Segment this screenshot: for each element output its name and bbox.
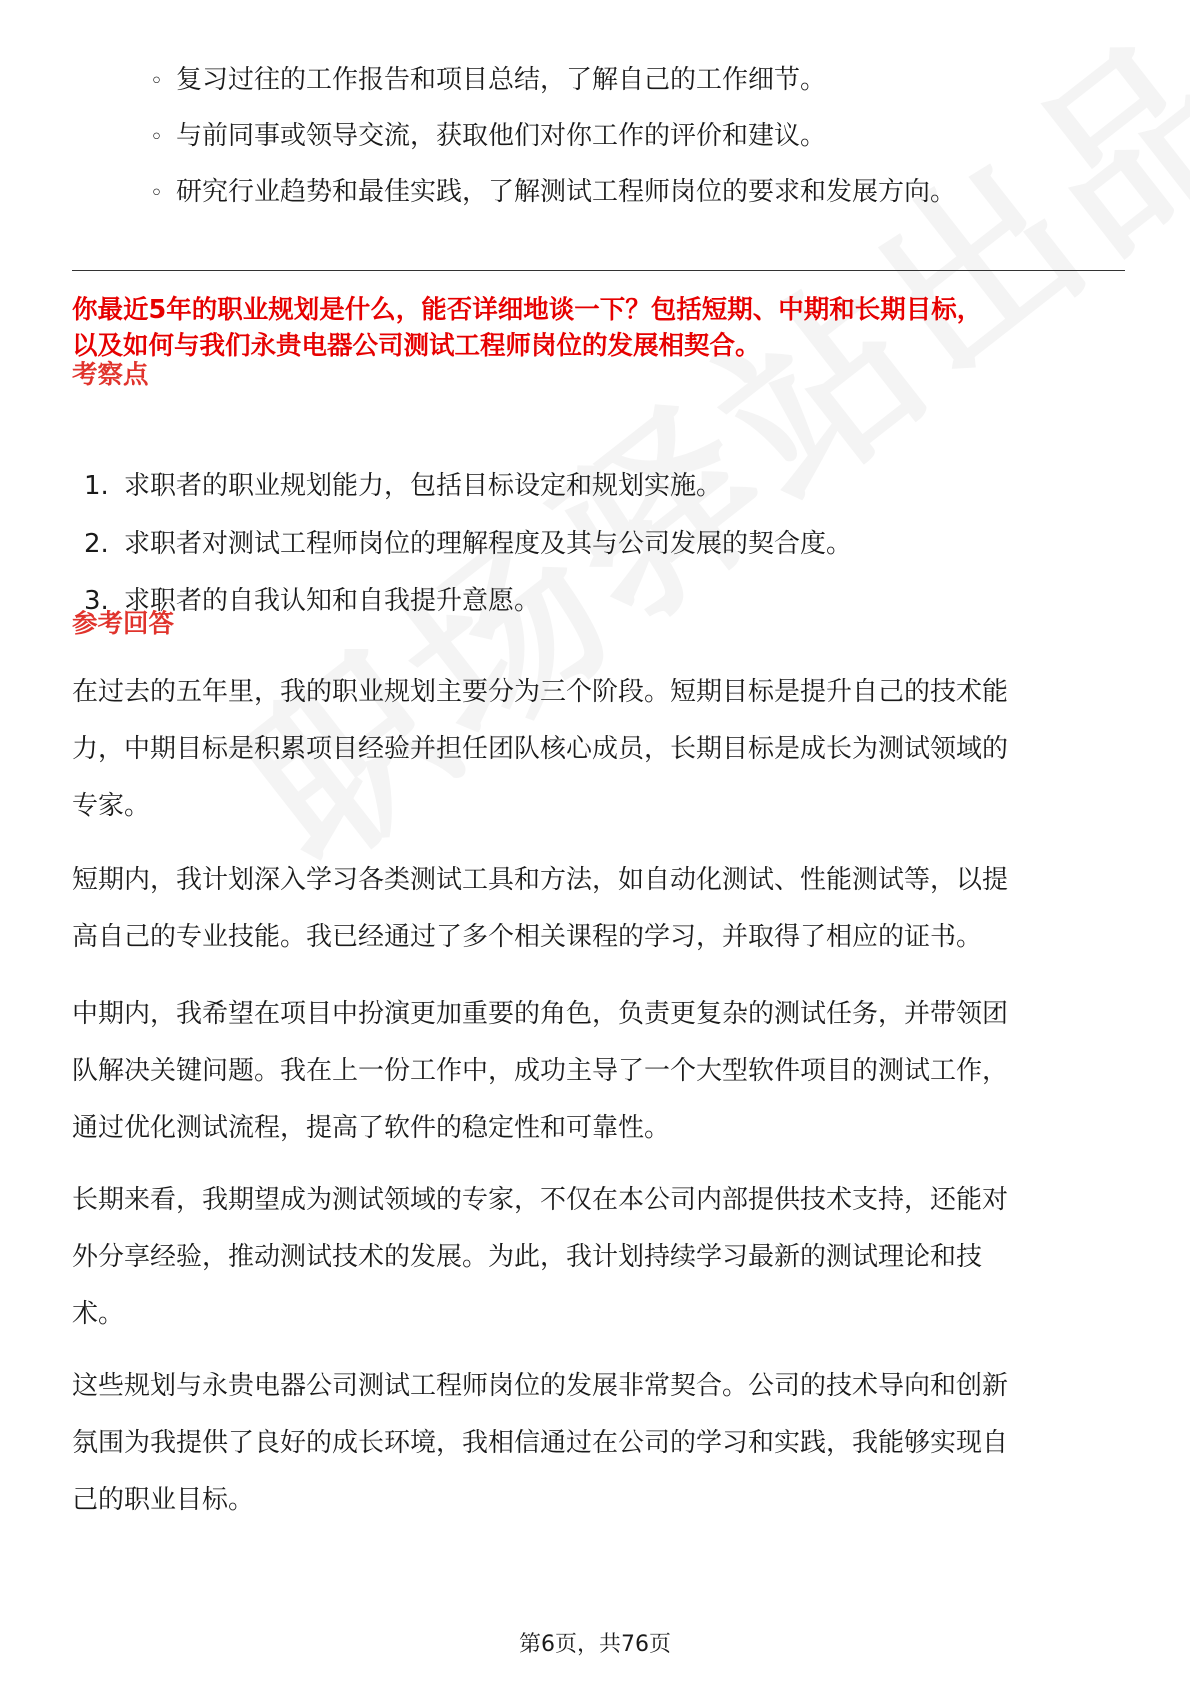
bullet-text: 研究行业趋势和最佳实践，了解测试工程师岗位的要求和发展方向。 <box>176 177 957 207</box>
answer-paragraph <box>72 1172 1132 1343</box>
paragraph-line: 通过优化测试流程，提高了软件的稳定性和可靠性。 <box>72 1113 671 1143</box>
interview-question <box>72 292 1132 364</box>
paragraph-line: 队解决关键问题。我在上一份工作中，成功主导了一个大型软件项目的测试工作， <box>72 1056 1009 1086</box>
assessment-point <box>84 573 1084 631</box>
question-line: 以及如何与我们永贵电器公司测试工程师岗位的发展相契合。 <box>72 331 761 361</box>
answer-heading: 参考回答 <box>72 609 175 639</box>
paragraph-line: 高自己的专业技能。我已经通过了多个相关课程的学习，并取得了相应的证书。 <box>72 922 983 952</box>
point-text: 求职者的职业规划能力，包括目标设定和规划实施。 <box>124 471 723 501</box>
paragraph-line: 长期来看，我期望成为测试领域的专家，不仅在本公司内部提供技术支持，还能对 <box>72 1185 1009 1215</box>
paragraph-line: 专家。 <box>72 791 151 821</box>
paragraph-line: 氛围为我提供了良好的成长环境，我相信通过在公司的学习和实践，我能够实现自 <box>72 1428 1009 1458</box>
bullet-item <box>150 108 1130 164</box>
point-number: 1. <box>84 471 109 501</box>
answer-paragraph <box>72 986 1132 1157</box>
question-line: 你最近5年的职业规划是什么，能否详细地谈一下？包括短期、中期和长期目标， <box>72 295 983 325</box>
paragraph-line: 短期内，我计划深入学习各类测试工具和方法，如自动化测试、性能测试等，以提 <box>72 865 1009 895</box>
bullet-text: 复习过往的工作报告和项目总结，了解自己的工作细节。 <box>176 65 827 95</box>
point-text: 求职者对测试工程师岗位的理解程度及其与公司发展的契合度。 <box>124 528 853 559</box>
paragraph-line: 中期内，我希望在项目中扮演更加重要的角色，负责更复杂的测试任务，并带领团 <box>72 999 1009 1029</box>
paragraph-line: 己的职业目标。 <box>72 1485 255 1515</box>
assessment-point <box>84 516 1084 574</box>
bullet-item <box>150 52 1130 108</box>
assessment-heading: 考察点 <box>72 360 149 390</box>
answer-paragraph <box>72 1358 1132 1529</box>
point-number: 2. <box>84 528 109 559</box>
assessment-points <box>84 458 1084 631</box>
bullet-list <box>150 52 1130 220</box>
paragraph-line: 力，中期目标是积累项目经验并担任团队核心成员，长期目标是成长为测试领域的 <box>72 734 1009 764</box>
answer-paragraph <box>72 664 1132 835</box>
paragraph-line: 术。 <box>72 1299 125 1329</box>
assessment-point <box>84 458 1084 516</box>
bullet-text: 与前同事或领导交流，获取他们对你工作的评价和建议。 <box>176 121 827 151</box>
paragraph-line: 这些规划与永贵电器公司测试工程师岗位的发展非常契合。公司的技术导向和创新 <box>72 1371 1009 1401</box>
bullet-marker: ◦ <box>150 125 163 150</box>
page-number: 第6页，共76页 <box>519 1632 671 1657</box>
bullet-marker: ◦ <box>150 181 163 206</box>
paragraph-line: 在过去的五年里，我的职业规划主要分为三个阶段。短期目标是提升自己的技术能 <box>72 677 1009 707</box>
bullet-item <box>150 164 1130 220</box>
section-divider <box>72 270 1125 271</box>
answer-paragraph <box>72 852 1132 966</box>
point-text: 求职者的自我认知和自我提升意愿。 <box>124 586 541 616</box>
point-number: 3. <box>84 586 109 616</box>
paragraph-line: 外分享经验，推动测试技术的发展。为此，我计划持续学习最新的测试理论和技 <box>72 1242 983 1272</box>
bullet-marker: ◦ <box>150 69 163 94</box>
